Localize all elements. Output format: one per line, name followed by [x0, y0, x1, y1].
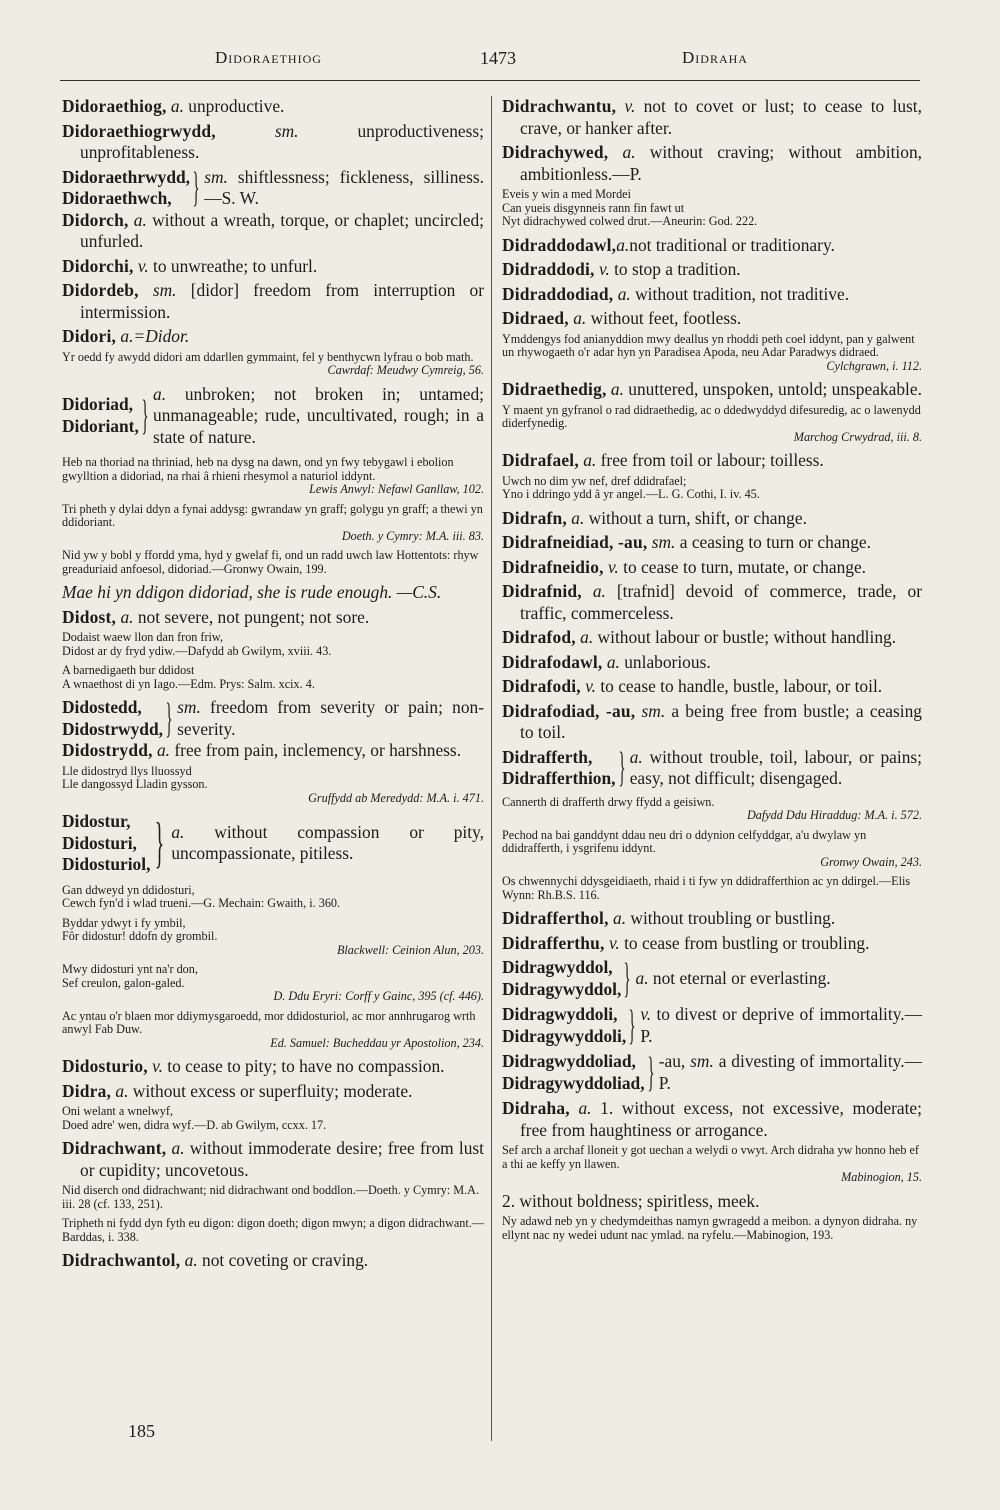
quotation: Tri pheth y dylai ddyn a fynai addysg: gwrandaw yn graff; golygu yn graff; a thewi yn ddidoriant. Doeth. y Cymry: M.A. iii. 83. — [62, 501, 484, 543]
entry: Didraed, a. without feet, footless. — [502, 308, 742, 328]
entry-group: Didostedd, Didostrwydd, } sm. freedom from severity or pain; non-severity. — [62, 695, 484, 742]
quotation: Pechod na bai ganddynt ddau neu dri o ddynion celfyddgar, a'u dwylaw yn ddidrafferth, i ysgrifenu iddynt. Gronwy Owain, 243. — [502, 827, 922, 869]
sense: 2. without boldness; spiritless, meek. — [502, 1190, 760, 1211]
quotation: Yr oedd fy awydd didori am ddarllen gymmaint, fel y benthycwn lyfrau o bob math. Cawrdaf: Meudwy Cymreig, 56. — [62, 349, 484, 377]
header-rule — [60, 80, 920, 81]
entry: Didrafael, a. free from toil or labour; toilless. — [502, 450, 824, 470]
quotation: Lle didostryd llys lluossyd Lle dangossyd Lladin gysson. Gruffydd ab Meredydd: M.A. i. 471. — [62, 763, 484, 805]
entry-group: Didragwyddol, Didragywyddol, } a. not eternal or everlasting. — [502, 955, 831, 1002]
entry: Didrafneidiad, -au, sm. a ceasing to turn or change. — [502, 532, 871, 552]
quotation: Ny adawd neb yn y chedymdeithas namyn gwragedd a meibon. a dynyon didraha. ny ellynt nac ny wedei udunt nac ymlad. na ryfelu.—Mabinogion, 193. — [502, 1214, 918, 1242]
header-right-guideword: Didraha — [682, 48, 748, 67]
entry: Didraha, a. 1. without excess, not excessive, moderate; free from haughtiness or arrogance. — [502, 1098, 922, 1140]
column-divider — [491, 96, 492, 1441]
entry: Didrafodawl, a. unlaborious. — [502, 651, 711, 672]
quotation: Cannerth di drafferth drwy ffydd a geisiwn. Dafydd Ddu Hiraddug: M.A. i. 572. — [502, 794, 922, 822]
entry: Didosturio, v. to cease to pity; to have no compassion. — [62, 1056, 445, 1076]
quotation: Uwch no dim yw nef, dref ddidrafael; Yno i ddringo ydd â yr angel.—L. G. Cothi, I. iv. 45. — [502, 473, 760, 501]
signature-number: 185 — [128, 1421, 155, 1441]
entry: Didraethedig, a. unuttered, unspoken, untold; unspeakable. — [502, 379, 922, 399]
entry: Didrachwantu, v. not to covet or lust; to cease to lust, crave, or hanker after. — [502, 96, 922, 138]
quotation: Y maent yn gyfranol o rad didraethedig, ac o ddedwyddyd difesuredig, ac o lawenydd diderfynedig. Marchog Crwydrad, iii. 8. — [502, 402, 922, 444]
entry: Didrachwantol, a. not coveting or craving. — [62, 1250, 369, 1270]
quotation: Tripheth ni fydd dyn fyth eu digon: digon doeth; digon mwyn; a digon didrachwant.—Barddas, i. 338. — [62, 1216, 485, 1244]
quotation: Ac yntau o'r blaen mor ddiymysgaroedd, mor ddidosturiol, ac mor annhrugarog wrth anwyl Fab Duw. Ed. Samuel: Bucheddau yr Apostolion, 234. — [62, 1008, 484, 1050]
entry: Didraddodawl,a.not traditional or traditionary. — [502, 234, 835, 255]
quotation: Gan ddweyd yn ddidosturi, Cewch fyn'd i wlad trueni.—G. Mechain: Gwaith, i. 360. — [62, 882, 341, 910]
quotation: Os chwennychi ddysgeidiaeth, rhaid i ti fyw yn ddidrafferthion ac yn ddirgel.—Elis Wynn: Rh.B.S. 116. — [502, 874, 911, 902]
entry: Didrachywed, a. without craving; without ambition, ambitionless.—P. — [502, 142, 922, 184]
quotation: Mwy didosturi ynt na'r don, Sef creulon, galon-galed. D. Ddu Eryri: Corff y Gainc, 395 (cf. 446). — [62, 962, 484, 1003]
entry: Didra, a. without excess or superfluity; moderate. — [62, 1080, 413, 1101]
entry-group: Didragwyddoli, Didragywyddoli, } v. to divest or deprive of immortality.—P. — [502, 1002, 922, 1049]
entry: Didrachwant, a. without immoderate desire; free from lust or cupidity; uncovetous. — [62, 1138, 484, 1180]
running-header — [60, 48, 920, 74]
entry: Didoraethiogrwydd, sm. unproductiveness; unprofitableness. — [62, 120, 484, 162]
entry: Didrafod, a. without labour or bustle; without handling. — [502, 627, 897, 647]
entry-group: Didoraethrwydd, Didoraethwch, } sm. shiftlessness; fickleness, silliness.—S. W. — [62, 165, 484, 211]
entry: Didrafferthol, a. without troubling or bustling. — [502, 908, 836, 928]
quotation: Dodaist waew llon dan fron friw, Didost ar dy fryd ydiw.—Dafydd ab Gwilym, xviii. 43. — [62, 630, 332, 658]
usage-example: Mae hi yn ddigon didoriad, she is rude enough. —C.S. — [62, 582, 442, 602]
entry: Didraddodiad, a. without tradition, not traditive. — [502, 283, 850, 304]
entry: Didorch, a. without a wreath, torque, or chaplet; uncircled; unfurled. — [62, 209, 484, 251]
quotation: A barnedigaeth bur ddidost A wnaethost di yn Iago.—Edm. Prys: Salm. xcix. 4. — [62, 663, 315, 691]
entry: Didori, a.=Didor. — [62, 326, 190, 346]
entry: Didraddodi, v. to stop a tradition. — [502, 259, 741, 279]
entry: Didordeb, sm. [didor] freedom from interruption or intermission. — [62, 280, 484, 322]
entry: Didostrydd, a. free from pain, inclemency, or harshness. — [62, 740, 462, 760]
left-column — [62, 96, 484, 1275]
entry-group: Didoriad, Didoriant, } a. unbroken; not broken in; untamed; unmanageable; rude, uncultivated, rough; in a state of nature. — [62, 383, 484, 447]
header-left-guideword: Didoraethiog — [215, 48, 322, 67]
entry: Didost, a. not severe, not pungent; not sore. — [62, 606, 370, 627]
entry: Didoraethiog, a. unproductive. — [62, 96, 285, 116]
right-column — [502, 96, 922, 1248]
entry: Didorchi, v. to unwreathe; to unfurl. — [62, 255, 318, 276]
page-number: 1473 — [480, 48, 516, 68]
quotation: Nid diserch ond didrachwant; nid didrachwant ond boddlon.—Doeth. y Cymry: M.A. iii. 28 (cf. 133, 251). — [62, 1183, 480, 1211]
entry-group: Didragwyddoliad, Didragywyddoliad, } -au, sm. a divesting of immortality.—P. — [502, 1049, 922, 1096]
entry-group: Didostur, Didosturi, Didosturiol, } a. without compassion or pity, uncompassionate, pitiless. — [62, 811, 484, 875]
quotation: Oni welant a wnelwyf, Doed adre' wen, didra wyf.—D. ab Gwilym, ccxx. 17. — [62, 1104, 327, 1132]
quotation: Nid yw y bobl y ffordd yma, hyd y gwelaf fi, ond un radd uwch law Hottentots: rhyw greaduriaid anfoesol, didoriad.—Gronwy Owain, 199. — [62, 548, 479, 576]
entry: Didrafneidio, v. to cease to turn, mutate, or change. — [502, 556, 867, 577]
entry: Didrafnid, a. [trafnid] devoid of commerce, trade, or traffic, commerceless. — [502, 581, 922, 623]
entry-group: Didrafferth, Didrafferthion, } a. without trouble, toil, labour, or pains; easy, not difficult; disengaged. — [502, 745, 922, 791]
entry: Didrafodiad, -au, sm. a being free from bustle; a ceasing to toil. — [502, 700, 922, 742]
quotation: Byddar ydwyt i fy ymbil, Fôr didostur! ddofn dy grombil. Blackwell: Ceinion Alun, 203. — [62, 915, 484, 957]
quotation: Heb na thoriad na thriniad, heb na dysg na dawn, ond yn fwy tebygawl i ebolion gwylltion a didoriad, na rhai â rhieni rhesymol a naturiol iddynt. Lewis Anwyl: Nefawl Ganllaw, 102. — [62, 455, 484, 496]
entry: Didrafodi, v. to cease to handle, bustle, labour, or toil. — [502, 676, 883, 696]
entry: Didrafn, a. without a turn, shift, or change. — [502, 507, 807, 528]
quotation: Sef arch a archaf lloneit y got uechan a welydi o vwyt. Arch didraha yw honno heb ef a thi ae keffy yn llawen. Mabinogion, 15. — [502, 1143, 922, 1184]
entry: Didrafferthu, v. to cease from bustling or troubling. — [502, 932, 870, 953]
quotation: Ymddengys fod anianyddion mwy deallus yn rhoddi peth coel iddynt, pan y galwent un rhywogaeth o'r adar hyn yn Paradisea Apoda, neu Adar Paradwys didraed. Cylchgrawn, i. 112. — [502, 331, 922, 373]
quotation: Eveis y win a med Mordei Can yueis disgynneis rann fin fawt ut Nyt didrachywed colwed drut.—Aneurin: God. 222. — [502, 187, 758, 228]
